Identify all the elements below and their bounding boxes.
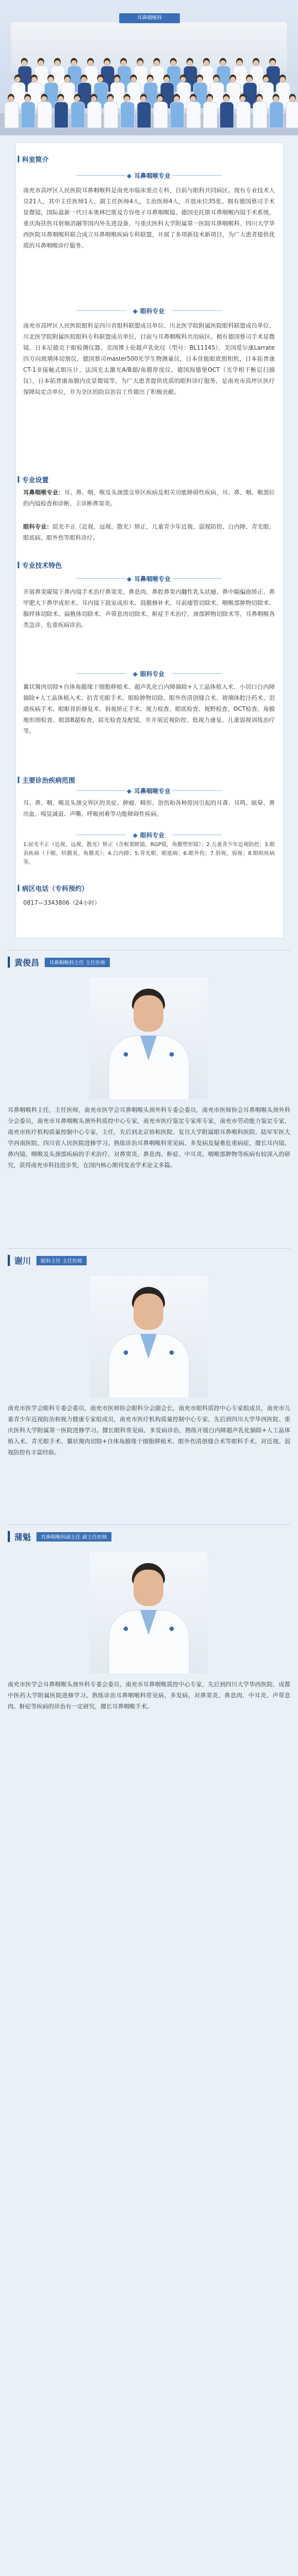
doctor-1-photo bbox=[89, 978, 207, 1099]
setup-eye-text: 屈光不正（近视、远视、散光）矫正，儿童青少年近视、弱视防控、白内障、青光眼、眼底病、眼外伤等眼科诊疗。 bbox=[23, 524, 275, 541]
staff-person bbox=[136, 94, 151, 127]
setup-ent-text: 耳、鼻、咽、喉及头颈部交界区疾病及相关功能障碍性疾病，耳、鼻、咽、喉部位的内镜检查和诊断，主诊断鼻窦炎。 bbox=[23, 489, 275, 507]
staff-person bbox=[235, 94, 251, 127]
doctor-1-name: 黄俊昌 bbox=[14, 957, 40, 968]
staff-person bbox=[185, 94, 201, 127]
disease-eye-text: 1.屈光不正（近视、远视、散光）矫正（含框架眼镜、RGP镜，角膜塑形镜）；2.儿童青少年近视防控；3.眼表疾病（干眼、结膜炎、角膜炎）；4.白内障；5.青光眼、眼底病；6.眼外伤；7.斜视、弱视；8.眼睑疾病等。 bbox=[23, 842, 275, 865]
contact-phone[interactable]: 0817—3343806（24小时） bbox=[23, 900, 100, 906]
staff-person bbox=[152, 94, 168, 127]
staff-person bbox=[219, 94, 234, 127]
doctor-1-tag: 耳鼻咽喉科主任 主任医师 bbox=[45, 958, 110, 967]
intro-ent-head: 耳鼻咽喉专业 bbox=[15, 171, 283, 180]
setup-ent bbox=[23, 487, 275, 521]
intro-ent-text: 南充市高坪区人民医院耳鼻咽喉科是南充市临床重点专科，目前与眼科共同病区。现有专业技术人员21人，其中主任医师1人，副主任医师4人，主治医师4人，开放床位35张。拥有德国蔡司手术显微镜，国际最新一代日本奥林巴斯及方容电子耳鼻咽喉镜、德国史托斯耳鼻咽喉内镜手术系统，重庆海扶焦耳射频消融等国内外先进设备，与重庆医科大学附属第一医院耳鼻咽喉科、四川大学华西医院耳鼻咽喉科联合成立耳鼻咽喉疾病专科联盟，开展了多项新技术新项目，为广大患者提供优质的耳鼻咽喉诊疗服务。 bbox=[23, 187, 275, 249]
staff-person bbox=[86, 94, 102, 127]
disease-ent-head: 耳鼻咽喉专业 bbox=[15, 786, 283, 795]
intro-eye-head: 眼科专业 bbox=[15, 307, 283, 315]
doctor-1-bio: 耳鼻咽喉科主任，主任医师，南充市医学会耳鼻咽喉头颈外科专委会委员，南充市医师协会耳鼻咽喉头颈外科分会委员，南充市耳鼻咽喉头颈外科质控中心专家，南充市医疗鉴定专家库专家，南充市劳动能力鉴定专家，南充市医疗机构质量控制中心专家，主任，先后到北京协和医院、复旦大学附属眼耳鼻喉科医院、陆军军医大学西南医院、四川省人民医院进修学习。熟练诊治耳鼻咽喉科常见病、多发病及疑难危重病症，擅长耳内镜、鼻内镜、咽喉及头颈部疾病的手术治疗，对鼻窦炎、鼻息肉、鼾症、中耳炎、咽喉部肿物等疾病有较深入的研究，获得南充市科技进步奖，在国内核心期刊发表学术论文多篇。 bbox=[8, 1107, 290, 1169]
doctor-1-header bbox=[8, 956, 110, 969]
staff-person bbox=[36, 94, 52, 127]
intro-title: 科室简介 bbox=[22, 156, 49, 163]
doctor-3-photo bbox=[89, 1552, 207, 1674]
staff-person bbox=[103, 94, 118, 127]
doctor-2-photo bbox=[89, 1276, 207, 1397]
feature-ent-text: 开展鼻窦窥镜下鼻内镜手术治疗鼻窦炎、鼻息肉、鼻腔鼻窦内翻性乳头状瘤、鼻中隔偏曲矫正、鼻甲肥大下鼻甲成形术、耳内镜下鼓室成形术、鼓膜修补术、耳前瘘管切除术、咽喉部肿物切除术、腺样体切除术、扁桃体切除术、声带息肉切除术、鼾症手术治疗，颈部肿物切除术等，耳鼻咽喉各类急诊、危重疾病诊治。 bbox=[23, 589, 275, 629]
setup-eye bbox=[23, 521, 275, 556]
staff-person bbox=[285, 94, 298, 127]
divider bbox=[8, 950, 290, 951]
staff-person bbox=[119, 94, 135, 127]
doctor-3-tag: 耳鼻咽喉科副主任 副主任医师 bbox=[36, 1532, 111, 1542]
disease-eye-head: 眼科专业 bbox=[15, 831, 283, 840]
staff-person bbox=[252, 94, 267, 127]
feature-eye-text: 翼状胬肉切除+自体角膜缘干细胞移植术、超声乳化白内障摘除+人工晶体植入术、小切口白内障摘除+人工晶体植入术、抗青光眼手术、眼睑肿物切除、眼外伤清创缝合术、玻璃体腔注药术、泪道疾病手术、眼眶骨折修复术、斜视矫正手术、视力检查、眼底检查、视野检查、OCT检查、角膜地形图检查、眼部B超检查，屈光检查及配镜，并开展近视防控、低视力康复、儿童弱视训练治疗等。 bbox=[23, 684, 275, 735]
setup-title: 专业设置 bbox=[22, 476, 49, 484]
divider bbox=[8, 1524, 290, 1525]
doctor-3-bio: 南充市医学会耳鼻咽喉头颈外科专委会委员，南充市耳鼻咽喉质控中心专家，先后到四川大学华西医院、成都中医药大学附属医院进修学习。熟练诊治耳鼻咽喉科常见病、多发病，对鼻窦炎、鼻息肉、中耳炎、声带息肉、鼾症等疾病的诊治有一定研究，擅长耳鼻咽喉手术。 bbox=[8, 1681, 290, 1710]
staff-person bbox=[3, 94, 19, 127]
doctor-3-name: 蒲魁 bbox=[14, 1532, 31, 1542]
header-accent bbox=[8, 1255, 10, 1266]
hero-banner: 耳鼻咽喉科 bbox=[119, 13, 180, 23]
staff-person bbox=[53, 94, 68, 127]
staff-person bbox=[70, 94, 85, 127]
doctor-2-name: 谢川 bbox=[14, 1255, 31, 1266]
hero-group-photo bbox=[0, 0, 298, 135]
contact-title: 病区电话（专科预约） bbox=[22, 885, 89, 893]
disease-title: 主要诊治疾病范围 bbox=[22, 777, 76, 784]
doctor-3-header bbox=[8, 1530, 111, 1543]
hero-people bbox=[0, 36, 298, 135]
disease-ent-text: 耳、鼻、咽、喉及头颈交界区的炎症、肿瘤、畸形、创伤和各种原因引起的耳聋、耳鸣、眩晕、鼻出血、嗅觉减退、声嘶、呼吸困难等功能障碍性疾病。 bbox=[23, 800, 275, 817]
doctor-2-header bbox=[8, 1254, 87, 1267]
doctor-2-bio: 南充市医学会眼科专委会委员，南充市医师协会眼科分会副会长，南充市眼科质控中心专家组成员，南充市儿童青少年近视防治和视力健康专家组成员，南充市医疗机构质量控制中心专家，先后到四川大学华西医院、重庆医科大学附属第一医院进修学习。擅长眼科常见病、多发病诊治，熟练开展白内障超声乳化摘除+人工晶体植入术、青光眼手术、翼状胬肉切除+自体角膜缘干细胞移植术、眼外伤清创缝合术等眼科手术，对近视、弱视防控有丰富经验。 bbox=[8, 1405, 290, 1456]
setup-eye-label: 眼科专业： bbox=[23, 524, 53, 530]
header-accent bbox=[8, 1531, 10, 1542]
staff-person bbox=[169, 94, 184, 127]
staff-person bbox=[20, 94, 35, 127]
feature-title: 专业技术特色 bbox=[22, 562, 62, 569]
header-accent bbox=[8, 957, 10, 968]
staff-person bbox=[268, 94, 284, 127]
doctor-2-tag: 眼科主任 主任医师 bbox=[36, 1256, 87, 1265]
staff-person bbox=[202, 94, 217, 127]
divider bbox=[8, 1248, 290, 1249]
feature-eye-head: 眼科专业 bbox=[15, 669, 283, 678]
intro-eye-text: 南充市高坪区人民医院眼科是四川省眼科联盟成员单位、川北医学院附属医院眼科联盟成员单位、川北医学院附属医院眼科专科联盟成员单位，目前与耳鼻咽喉科共用病区。拥有德国蔡司手术显微镜、日本尼德克干眼检测仪器，美国博士伦超声乳化仪（型号：BL11145），美国爱尔康Larrate四方向玻璃体切割仪，德国蔡司master500光学生物测量仪，日本佳能眼底照相机，日本拓普康CT-1非接触式眼压计，法国光太激光A/B超/角膜厚度仪，德国海德堡OCT（光学相干断层扫描仪），日本拓普康角膜内皮显微镜等，为广大患者提供优质的眼科诊疗服务，是南充市高坪区医疗保障局定点单位，并为全区的防盲治盲工作做出了积极贡献。 bbox=[23, 323, 275, 395]
feature-ent-head: 耳鼻咽喉专业 bbox=[15, 574, 283, 583]
setup-ent-label: 耳鼻咽喉专业： bbox=[23, 489, 65, 496]
